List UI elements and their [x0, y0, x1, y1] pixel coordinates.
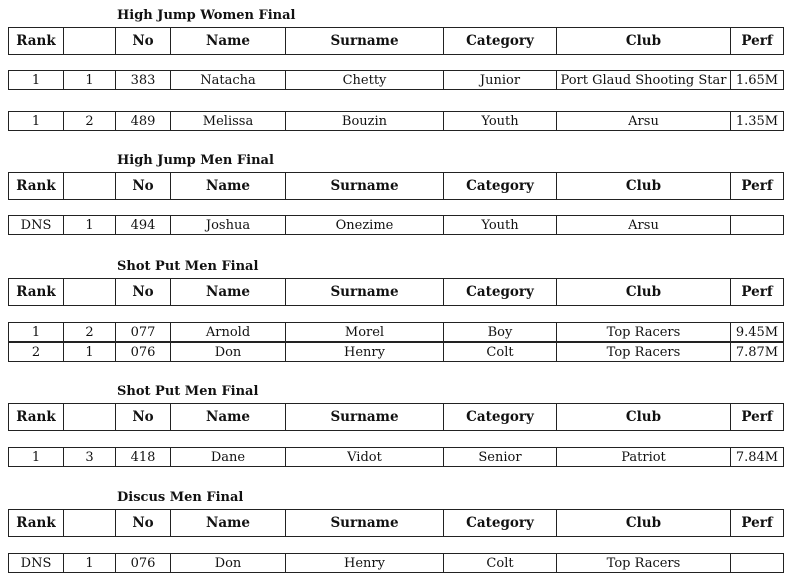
column-header-category: Category: [444, 173, 557, 200]
cell-heat: 2: [64, 323, 116, 342]
column-header-surname: Surname: [286, 510, 444, 537]
section-title: High Jump Women Final: [117, 8, 296, 23]
column-header-first-name: Name: [171, 279, 286, 306]
cell-number: 494: [116, 216, 171, 235]
column-header-rank: Rank: [9, 279, 64, 306]
cell-first-name: Melissa: [171, 112, 286, 131]
section-title: High Jump Men Final: [117, 153, 274, 168]
column-header-performance: Perf: [731, 510, 784, 537]
column-header-heat: [64, 510, 116, 537]
cell-category: Colt: [444, 343, 557, 362]
column-header-surname: Surname: [286, 28, 444, 55]
cell-surname: Henry: [286, 554, 444, 573]
cell-rank: 1: [9, 448, 64, 467]
table-header: [8, 27, 784, 55]
table-row: [8, 215, 784, 235]
table-row: [8, 111, 784, 131]
cell-club: Arsu: [557, 112, 731, 131]
cell-surname: Chetty: [286, 71, 444, 90]
table-header: [8, 278, 784, 306]
table-header: [8, 403, 784, 431]
cell-club: Arsu: [557, 216, 731, 235]
cell-number: 076: [116, 343, 171, 362]
cell-club: Top Racers: [557, 323, 731, 342]
cell-category: Senior: [444, 448, 557, 467]
cell-surname: Bouzin: [286, 112, 444, 131]
cell-first-name: Joshua: [171, 216, 286, 235]
cell-heat: 1: [64, 343, 116, 362]
cell-rank: 1: [9, 71, 64, 90]
column-header-club: Club: [557, 404, 731, 431]
column-header-category: Category: [444, 28, 557, 55]
column-header-rank: Rank: [9, 404, 64, 431]
cell-heat: 2: [64, 112, 116, 131]
table-row: [8, 342, 784, 362]
column-header-surname: Surname: [286, 404, 444, 431]
cell-first-name: Dane: [171, 448, 286, 467]
section-title: Discus Men Final: [117, 490, 244, 505]
cell-number: 077: [116, 323, 171, 342]
cell-performance: 7.84M: [731, 448, 784, 467]
cell-performance: 9.45M: [731, 323, 784, 342]
column-header-first-name: Name: [171, 28, 286, 55]
column-header-number: No: [116, 173, 171, 200]
column-header-category: Category: [444, 279, 557, 306]
cell-rank: 1: [9, 323, 64, 342]
cell-number: 383: [116, 71, 171, 90]
cell-performance: [731, 216, 784, 235]
cell-surname: Morel: [286, 323, 444, 342]
section-title: Shot Put Men Final: [117, 259, 259, 274]
cell-surname: Vidot: [286, 448, 444, 467]
cell-heat: 1: [64, 554, 116, 573]
cell-heat: 1: [64, 216, 116, 235]
cell-club: Top Racers: [557, 343, 731, 362]
column-header-heat: [64, 404, 116, 431]
column-header-number: No: [116, 28, 171, 55]
cell-performance: 7.87M: [731, 343, 784, 362]
cell-number: 418: [116, 448, 171, 467]
cell-rank: 1: [9, 112, 64, 131]
table-row: [8, 322, 784, 342]
cell-rank: DNS: [9, 216, 64, 235]
column-header-heat: [64, 279, 116, 306]
cell-category: Boy: [444, 323, 557, 342]
column-header-first-name: Name: [171, 404, 286, 431]
column-header-rank: Rank: [9, 510, 64, 537]
table-row: [8, 553, 784, 573]
cell-performance: 1.35M: [731, 112, 784, 131]
cell-rank: DNS: [9, 554, 64, 573]
cell-category: Youth: [444, 216, 557, 235]
column-header-heat: [64, 28, 116, 55]
section-title: Shot Put Men Final: [117, 384, 259, 399]
cell-surname: Henry: [286, 343, 444, 362]
cell-club: Top Racers: [557, 554, 731, 573]
column-header-heat: [64, 173, 116, 200]
column-header-number: No: [116, 404, 171, 431]
cell-heat: 1: [64, 71, 116, 90]
column-header-category: Category: [444, 510, 557, 537]
column-header-performance: Perf: [731, 404, 784, 431]
column-header-number: No: [116, 279, 171, 306]
column-header-first-name: Name: [171, 173, 286, 200]
cell-category: Junior: [444, 71, 557, 90]
cell-performance: [731, 554, 784, 573]
cell-number: 076: [116, 554, 171, 573]
cell-category: Colt: [444, 554, 557, 573]
column-header-category: Category: [444, 404, 557, 431]
column-header-club: Club: [557, 510, 731, 537]
cell-first-name: Arnold: [171, 323, 286, 342]
column-header-rank: Rank: [9, 173, 64, 200]
cell-heat: 3: [64, 448, 116, 467]
table-header: [8, 509, 784, 537]
column-header-club: Club: [557, 28, 731, 55]
column-header-performance: Perf: [731, 28, 784, 55]
table-header: [8, 172, 784, 200]
cell-club: Port Glaud Shooting Star: [557, 71, 731, 90]
column-header-performance: Perf: [731, 279, 784, 306]
column-header-performance: Perf: [731, 173, 784, 200]
column-header-number: No: [116, 510, 171, 537]
cell-surname: Onezime: [286, 216, 444, 235]
cell-first-name: Don: [171, 343, 286, 362]
cell-rank: 2: [9, 343, 64, 362]
cell-club: Patriot: [557, 448, 731, 467]
cell-performance: 1.65M: [731, 71, 784, 90]
column-header-club: Club: [557, 279, 731, 306]
table-row: [8, 70, 784, 90]
column-header-surname: Surname: [286, 279, 444, 306]
cell-first-name: Natacha: [171, 71, 286, 90]
column-header-club: Club: [557, 173, 731, 200]
column-header-surname: Surname: [286, 173, 444, 200]
column-header-first-name: Name: [171, 510, 286, 537]
cell-first-name: Don: [171, 554, 286, 573]
cell-category: Youth: [444, 112, 557, 131]
column-header-rank: Rank: [9, 28, 64, 55]
table-row: [8, 447, 784, 467]
cell-number: 489: [116, 112, 171, 131]
